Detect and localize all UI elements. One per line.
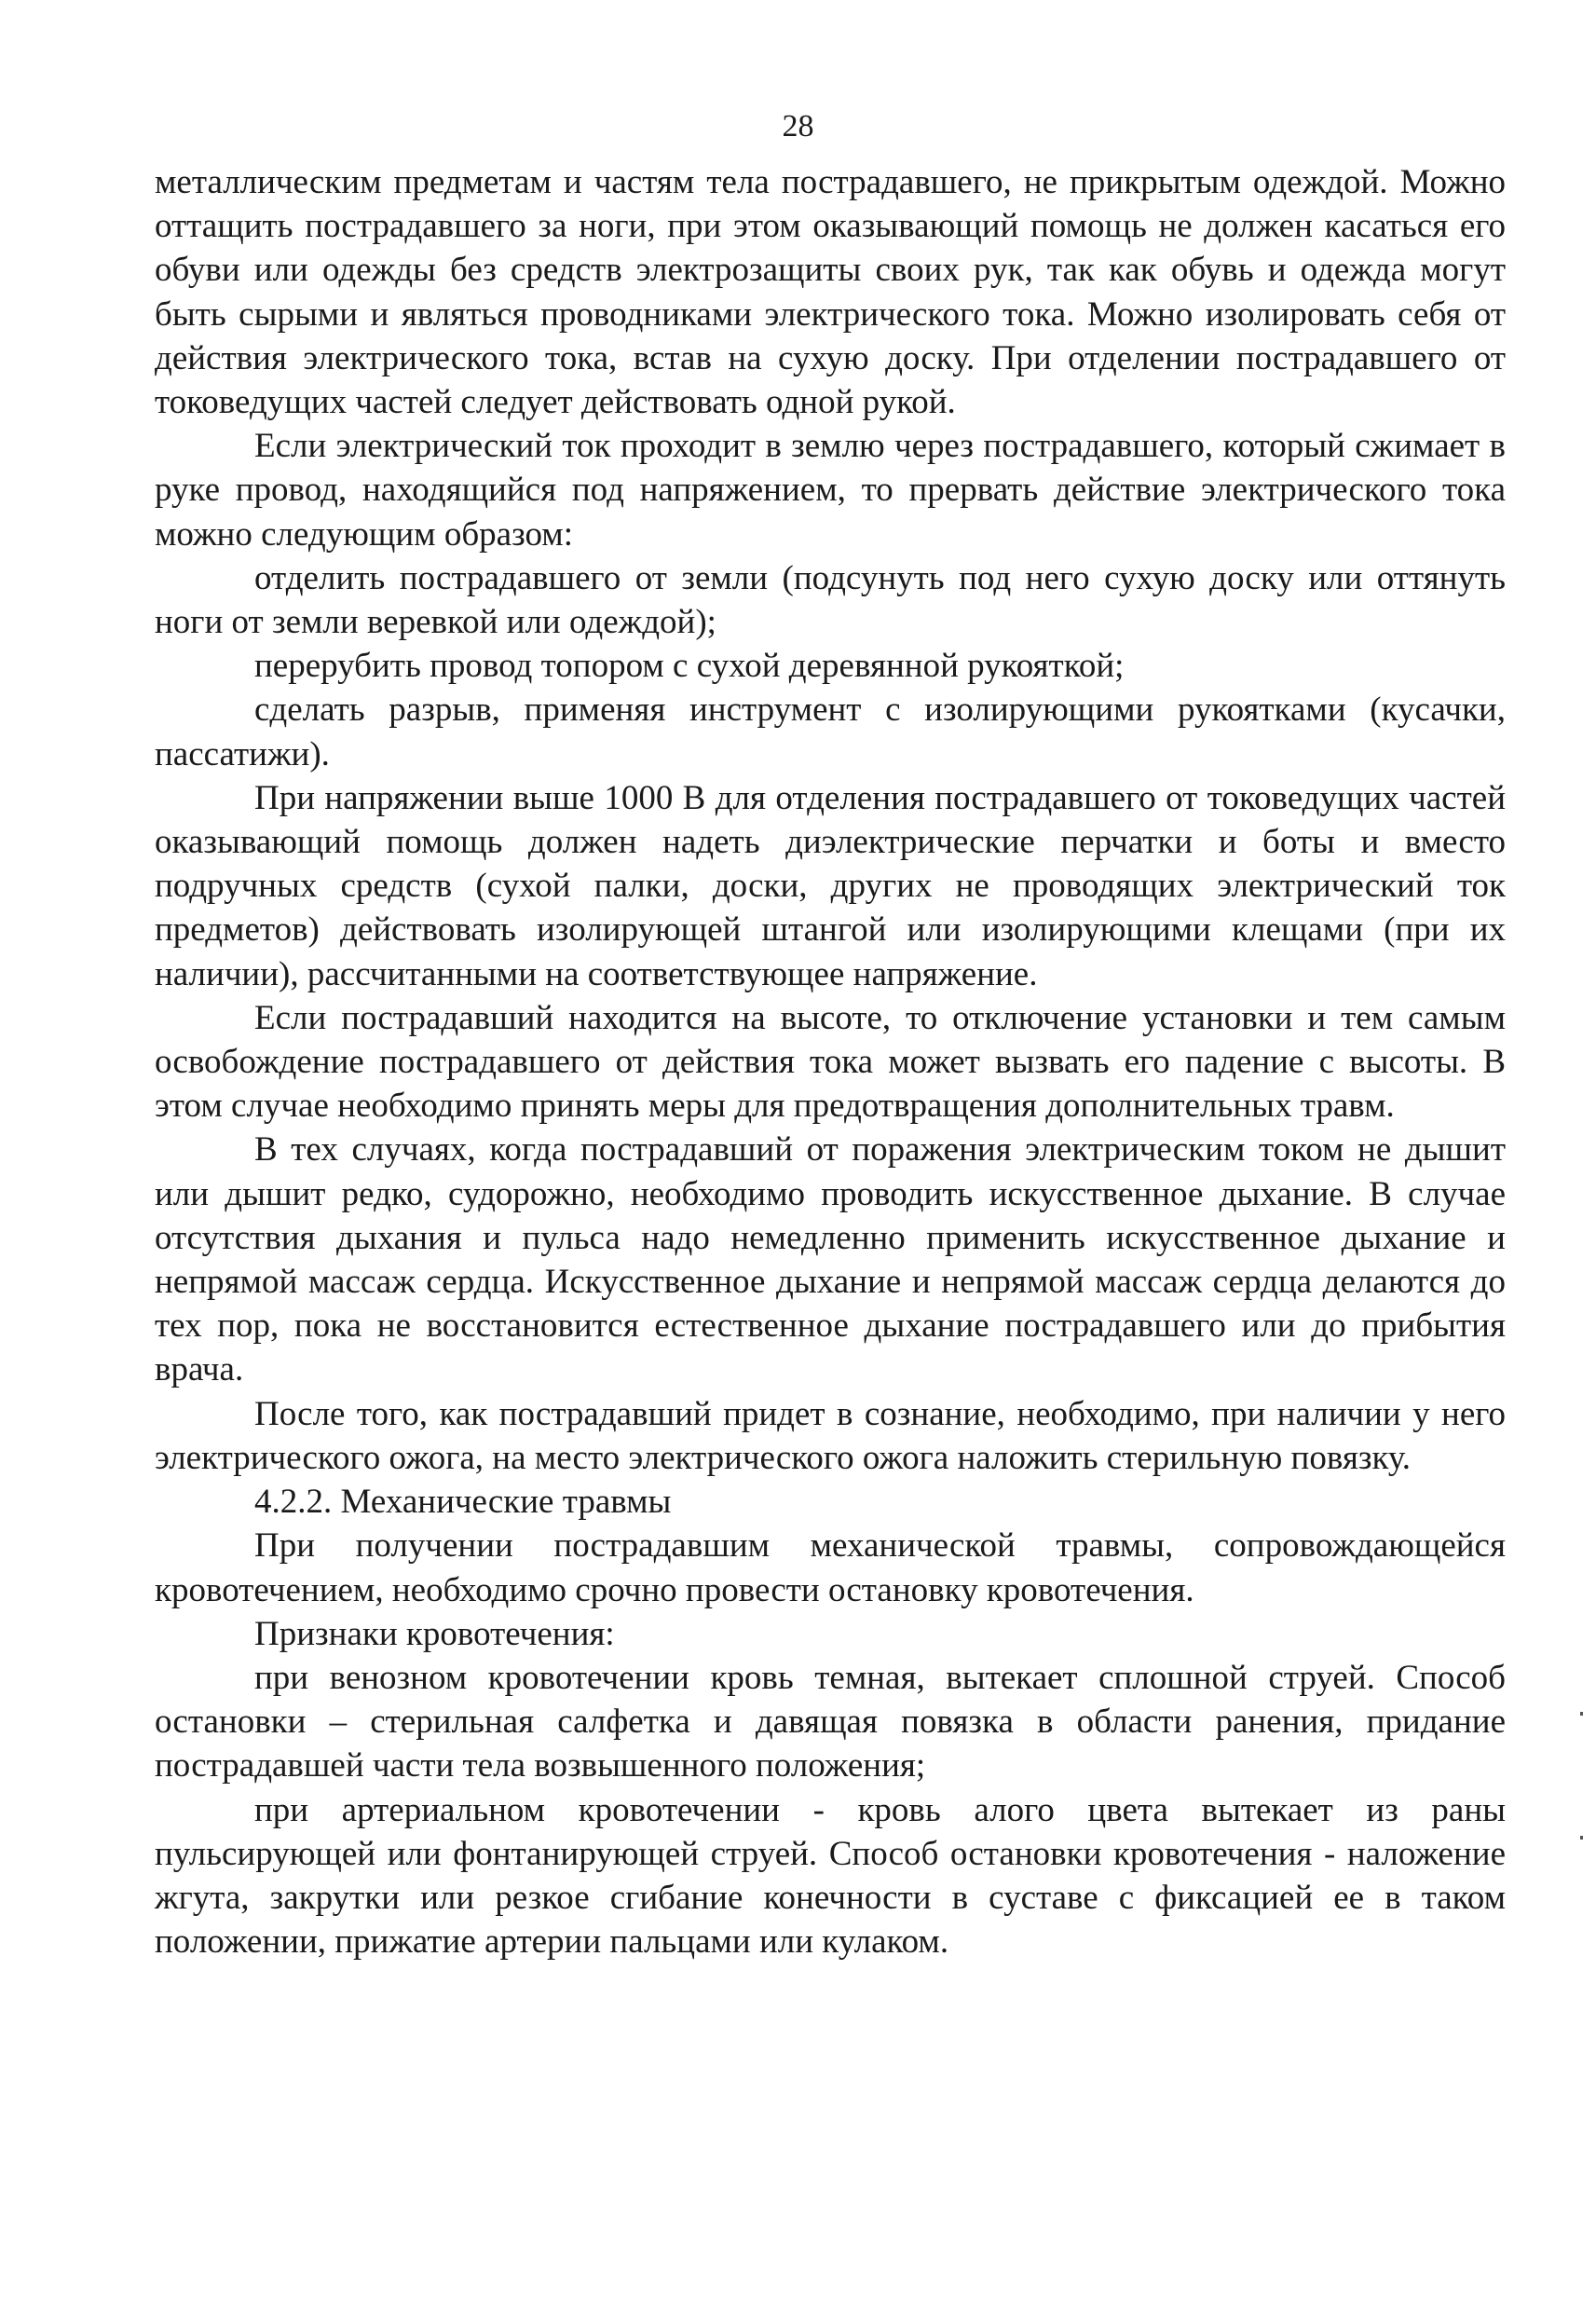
list-item-make-break: сделать разрыв, применяя инструмент с изолирующими рукоятками (кусачки, пассатижи).	[155, 691, 1506, 773]
list-item-separate-from-ground: отделить пострадавшего от земли (подсунуть под него сухую доску или оттянуть ноги от земли веревкой или одеждой);	[155, 558, 1506, 642]
paragraph-continuation: металлическим предметам и частям тела пострадавшего, не прикрытым одеждой. Можно оттащить пострадавшего за ноги, при этом оказывающий помощь не должен касаться его обуви или одежды без средств электрозащиты своих рук, так как обувь и одежда могут быть сырыми и являться проводниками электрического тока. Можно изолировать себя от действия электрического тока, встав на сухую доску. При отделении пострадавшего от токоведущих частей следует действовать одной рукой.	[155, 163, 1506, 422]
scan-artifact-mark	[1580, 1712, 1583, 1716]
list-item-arterial-bleeding: при артериальном кровотечении - кровь алого цвета вытекает из раны пульсирующей или фонтанирующей струей. Способ остановки кровотечения - наложение жгута, закрутки или резкое сгибание конечности в суставе с фиксацией ее в таком положении, прижатие артерии пальцами или кулаком.	[155, 1790, 1506, 1962]
paragraph-bleeding-signs: Признаки кровотечения:	[254, 1614, 615, 1653]
document-body	[155, 160, 1506, 1963]
list-item-cut-wire: перерубить провод топором с сухой деревянной рукояткой;	[254, 647, 1125, 686]
paragraph-height: Если пострадавший находится на высоте, то отключение установки и тем самым освобождение пострадавшего от действия тока может вызвать его падение с высоты. В этом случае необходимо принять меры для предотвращения дополнительных травм.	[155, 998, 1506, 1126]
paragraph-mechanical-injury: При получении пострадавшим механической травмы, сопровождающейся кровотечением, необходимо срочно провести остановку кровотечения.	[155, 1526, 1506, 1609]
page-number: 28	[782, 109, 814, 144]
paragraph-burn-dressing: После того, как пострадавший придет в сознание, необходимо, при наличии у него электрического ожога, на место электрического ожога наложить стерильную повязку.	[155, 1394, 1506, 1477]
paragraph-ground-current: Если электрический ток проходит в землю через пострадавшего, который сжимает в руке провод, находящийся под напряжением, то прервать действие электрического тока можно следующим образом:	[155, 427, 1506, 554]
paragraph-artificial-respiration: В тех случаях, когда пострадавший от поражения электрическим током не дышит или дышит редко, судорожно, необходимо проводить искусственное дыхание. В случае отсутствия дыхания и пульса надо немедленно применить искусственное дыхание и непрямой массаж сердца. Искусственное дыхание и непрямой массаж сердца делаются до тех пор, пока не восстановится естественное дыхание пострадавшего или до прибытия врача.	[155, 1130, 1506, 1389]
scan-artifact-mark	[1580, 1836, 1583, 1840]
list-item-venous-bleeding: при венозном кровотечении кровь темная, вытекает сплошной струей. Способ остановки – стерильная салфетка и давящая повязка в области ранения, придание пострадавшей части тела возвышенного положения;	[155, 1658, 1506, 1785]
paragraph-high-voltage: При напряжении выше 1000 В для отделения пострадавшего от токоведущих частей оказывающий помощь должен надеть диэлектрические перчатки и боты и вместо подручных средств (сухой палки, доски, других не проводящих электрический ток предметов) действовать изолирующей штангой или изолирующими клещами (при их наличии), рассчитанными на соответствующее напряжение.	[155, 778, 1506, 993]
section-heading-mechanical-injuries: 4.2.2. Механические травмы	[254, 1483, 672, 1522]
